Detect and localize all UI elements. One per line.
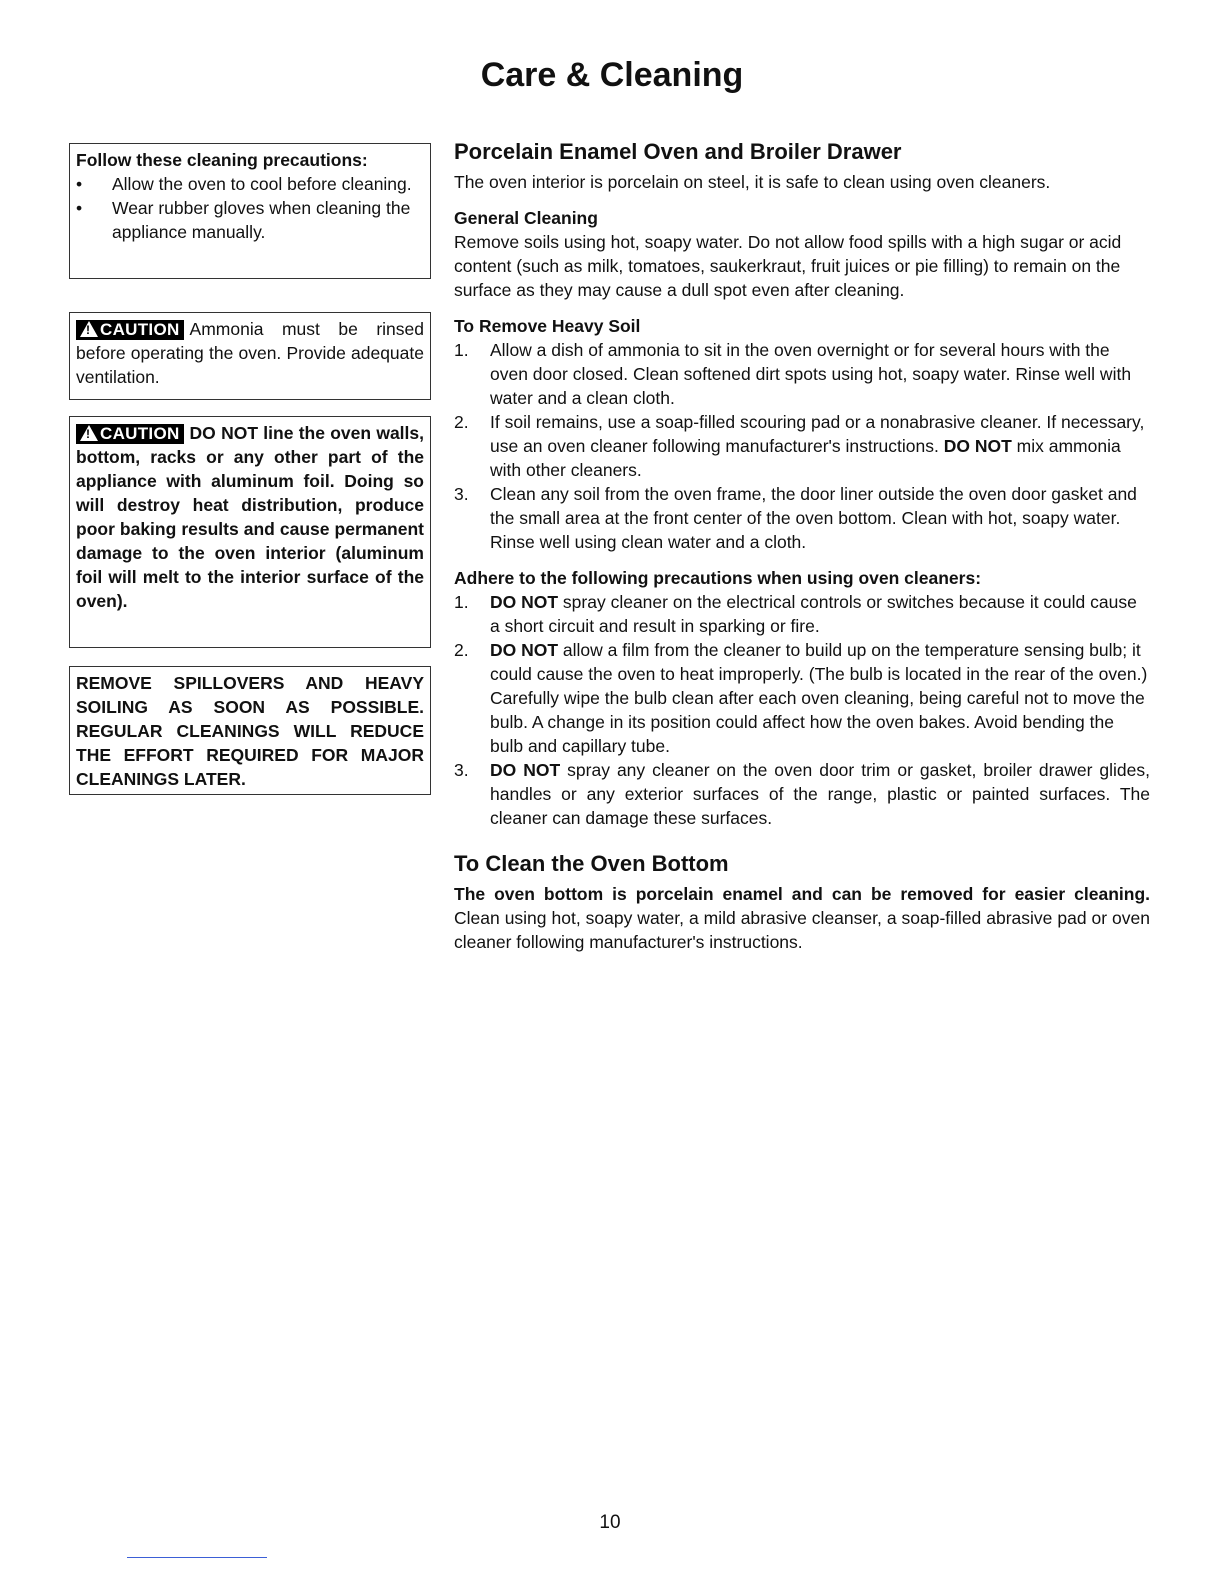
oven-bottom-text <box>454 882 1150 954</box>
adhere-list <box>454 590 1150 830</box>
subheading-heavy-soil: To Remove Heavy Soil <box>454 316 641 336</box>
caution-label: CAUTION <box>100 424 180 443</box>
caution-text: DO NOT line the oven walls, bottom, racks or any other part of the appliance with aluminum foil. Doing so will destroy heat distribution, produce poor baking results and cause permanent damage to the oven interior (aluminum foil will melt to the interior surface of the oven). <box>76 423 424 611</box>
item-bold: DO NOT <box>490 640 559 660</box>
page-title: Care & Cleaning <box>480 56 744 94</box>
notice-text: REMOVE SPILLOVERS AND HEAVY SOILING AS SOON AS POSSIBLE. REGULAR CLEANINGS WILL REDUCE THE EFFORT REQUIRED FOR MAJOR CLEANINGS LATER. <box>76 673 424 789</box>
precautions-heading: Follow these cleaning precautions: <box>76 150 368 170</box>
item-text: Allow a dish of ammonia to sit in the oven overnight or for several hours with the oven door closed. Clean softened dirt spots using hot, soapy water. Rinse well with water and a clean cloth. <box>490 340 1132 408</box>
item-bold: DO NOT <box>490 760 561 780</box>
list-item <box>454 482 1150 554</box>
notice-box <box>69 666 431 795</box>
bullet-text: Wear rubber gloves when cleaning the appliance manually. <box>112 198 411 242</box>
bullet-item: • Wear rubber gloves when cleaning the appliance manually. <box>76 196 424 244</box>
section-heading: Porcelain Enamel Oven and Broiler Drawer <box>454 139 902 164</box>
caution-text: Ammonia must be rinsed before operating the oven. Provide adequate ventilation. <box>76 319 424 387</box>
item-number: 3. <box>454 484 469 504</box>
item-bold: DO NOT <box>490 592 559 612</box>
list-item <box>454 758 1150 830</box>
intro-text: The oven interior is porcelain on steel, it is safe to clean using oven cleaners. <box>454 172 1051 192</box>
general-text: Remove soils using hot, soapy water. Do not allow food spills with a high sugar or acid content (such as milk, tomatoes, saukerkraut, fruit juices or pie filling) to remain on the surface as they may cause a dull spot even after cleaning. <box>454 232 1122 300</box>
main-content <box>454 138 1150 954</box>
subheading-adhere: Adhere to the following precautions when using oven cleaners: <box>454 568 982 588</box>
page-number: 10 <box>599 1512 621 1533</box>
list-item <box>454 410 1150 482</box>
warning-triangle-icon <box>80 425 98 441</box>
section-heading-oven-bottom: To Clean the Oven Bottom <box>454 851 729 876</box>
caution-badge <box>76 320 184 340</box>
item-text-part: If soil remains, use a soap-filled scouring pad or a nonabrasive cleaner. If necessary, use an oven cleaner following manufacturer's instructions. <box>490 412 1145 456</box>
bullet-item: • Allow the oven to cool before cleaning. <box>76 174 412 194</box>
item-text <box>490 410 1150 482</box>
item-text-part: allow a film from the cleaner to build up on the temperature sensing bulb; it could cause the oven to heat improperly. (The bulb is located in the rear of the oven.) Carefully wipe the bulb clean after each oven cleaning, being careful not to move the bulb. A change in its position could affect how the oven bakes. Avoid bending the bulb and capillary tube. <box>490 640 1148 756</box>
oven-bottom-body: Clean using hot, soapy water, a mild abrasive cleanser, a soap-filled abrasive pad or oven cleaner following manufacturer's instructions. <box>454 908 1150 952</box>
item-bold: DO NOT <box>943 436 1012 456</box>
item-text: Clean any soil from the oven frame, the door liner outside the oven door gasket and the small area at the front center of the oven bottom. Clean with hot, soapy water. Rinse well using clean water and a cloth. <box>490 484 1137 552</box>
item-text-tail: mix ammonia with other cleaners. <box>490 436 1121 480</box>
list-item <box>454 638 1150 758</box>
oven-bottom-bold: The oven bottom is porcelain enamel and can be removed for easier cleaning. <box>454 884 1150 904</box>
warning-triangle-icon <box>80 321 98 337</box>
heavy-soil-list <box>454 338 1150 554</box>
item-text <box>490 638 1150 758</box>
caution-foil-box <box>69 416 431 648</box>
item-text <box>490 590 1150 638</box>
caution-ammonia-box <box>69 312 431 400</box>
list-item <box>454 590 1150 638</box>
footer-line <box>127 1557 267 1558</box>
caution-badge <box>76 424 184 444</box>
item-text-part: spray any cleaner on the oven door trim or gasket, broiler drawer glides, handles or any exterior surfaces of the range, plastic or painted surfaces. The cleaner can damage these surfaces. <box>490 760 1150 828</box>
item-number: 2. <box>454 640 469 660</box>
bullet-text: Allow the oven to cool before cleaning. <box>112 174 412 194</box>
precautions-box <box>69 143 431 279</box>
list-item <box>454 338 1150 410</box>
item-text <box>490 758 1150 830</box>
caution-label: CAUTION <box>100 320 180 339</box>
item-number: 1. <box>454 592 469 612</box>
item-text-part: spray cleaner on the electrical controls or switches because it could cause a short circuit and result in sparking or fire. <box>490 592 1137 636</box>
item-number: 2. <box>454 412 469 432</box>
item-number: 3. <box>454 760 469 780</box>
item-number: 1. <box>454 340 469 360</box>
subheading-general: General Cleaning <box>454 208 598 228</box>
